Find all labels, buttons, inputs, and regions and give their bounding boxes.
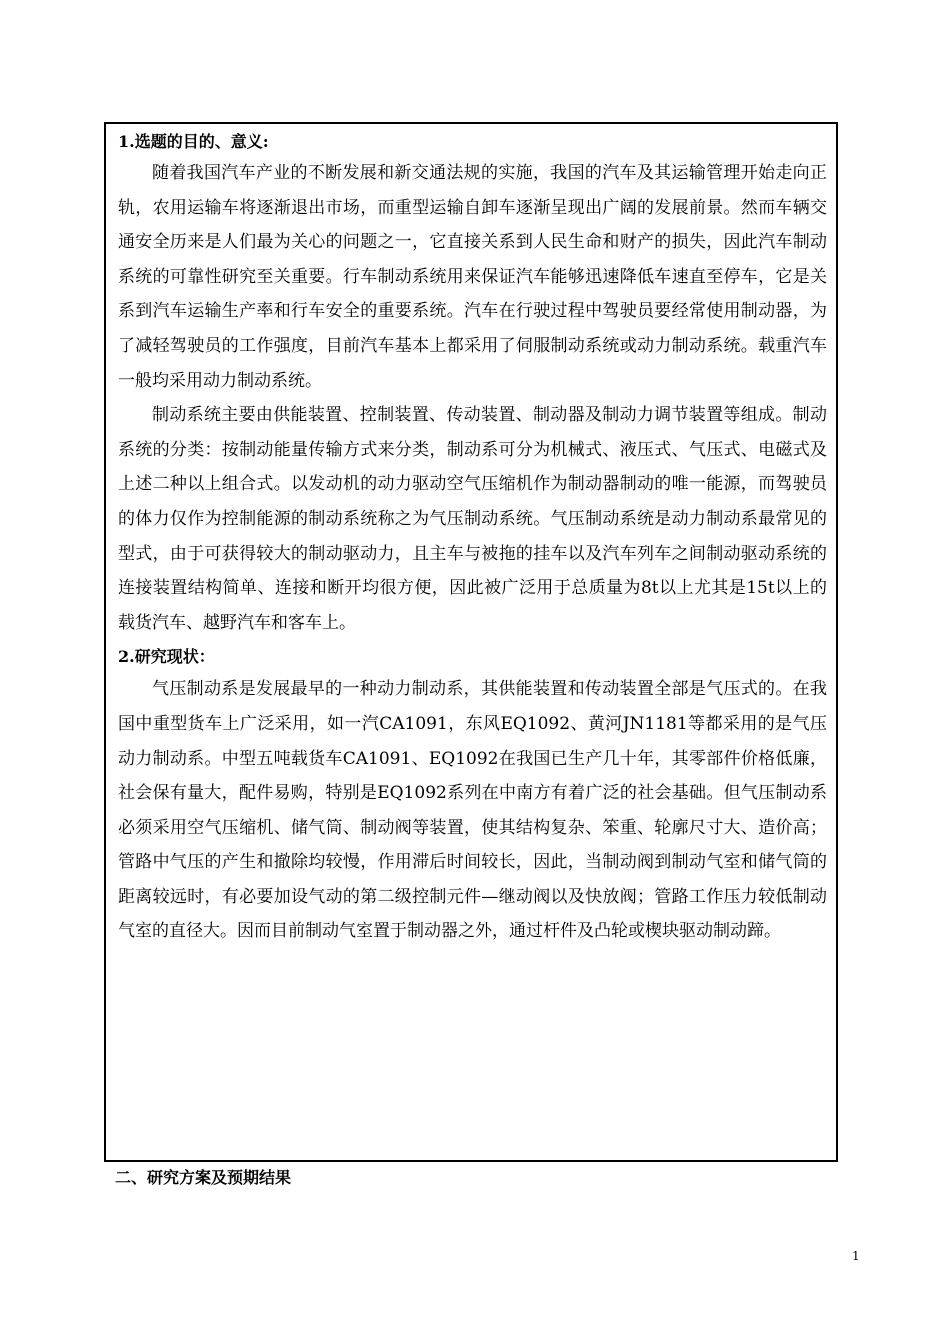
section-heading-purpose: 1.选题的目的、意义: bbox=[118, 132, 269, 151]
section-heading-status: 2.研究现状： bbox=[118, 647, 215, 667]
paragraph: 随着我国汽车产业的不断发展和新交通法规的实施，我国的汽车及其运输管理开始走向正轨，农用运输车将逐渐退出市场，而重型运输自卸车逐渐呈现出广阔的发展前景。然而车辆交通安全历来是人们最为关心的问题之一，它直接关系到人民生命和财产的损失，因此汽车制动系统的可靠性研究至关重要。行车制动系统用来保证汽车能够迅速降低车速直至停车，它是关系到汽车运输生产率和行车安全的重要系统。汽车在行驶过程中驾驶员要经常使用制动器，为了减轻驾驶员的工作强度，目前汽车基本上都采用了伺服制动系统或动力制动系统。载重汽车一般均采用动力制动系统。 bbox=[118, 163, 827, 391]
page-number: 1 bbox=[852, 1249, 860, 1263]
paragraph: 制动系统主要由供能装置、控制装置、传动装置、制动器及制动力调节装置等组成。制动系统的分类：按制动能量传输方式来分类，制动系可分为机械式、液压式、气压式、电磁式及上述二种以上组合式。以发动机的动力驱动空气压缩机作为制动器制动的唯一能源，而驾驶员的体力仅作为控制能源的制动系统称之为气压制动系统。气压制动系统是动力制动系最常见的型式，由于可获得较大的制动驱动力，且主车与被拖的挂车以及汽车列车之间制动驱动系统的连接装置结构简单、连接和断开均很方便，因此被广泛用于总质量为8t以上尤其是15t以上的载货汽车、越野汽车和客车上。 bbox=[118, 405, 827, 633]
paragraph: 气压制动系是发展最早的一种动力制动系，其供能装置和传动装置全部是气压式的。在我国中重型货车上广泛采用，如一汽CA1091，东风EQ1092、黄河JN1181等都采用的是气压动力制动系。中型五吨载货车CA1091、EQ1092在我国已生产几十年，其零部件价格低廉，社会保有量大，配件易购，特别是EQ1092系列在中南方有着广泛的社会基础。但气压制动系必须采用空气压缩机、储气筒、制动阀等装置，使其结构复杂、笨重、轮廓尺寸大、造价高；管路中气压的产生和撤除均较慢，作用滞后时间较长，因此，当制动阀到制动气室和储气筒的距离较远时，有必要加设气动的第二级控制元件—继动阀以及快放阀；管路工作压力较低制动气室的直径大。因而目前制动气室置于制动器之外，通过杆件及凸轮或楔块驱动制动蹄。 bbox=[118, 679, 827, 942]
section-title: 二、研究方案及预期结果 bbox=[115, 1168, 292, 1187]
content-table-cell bbox=[104, 122, 838, 1162]
